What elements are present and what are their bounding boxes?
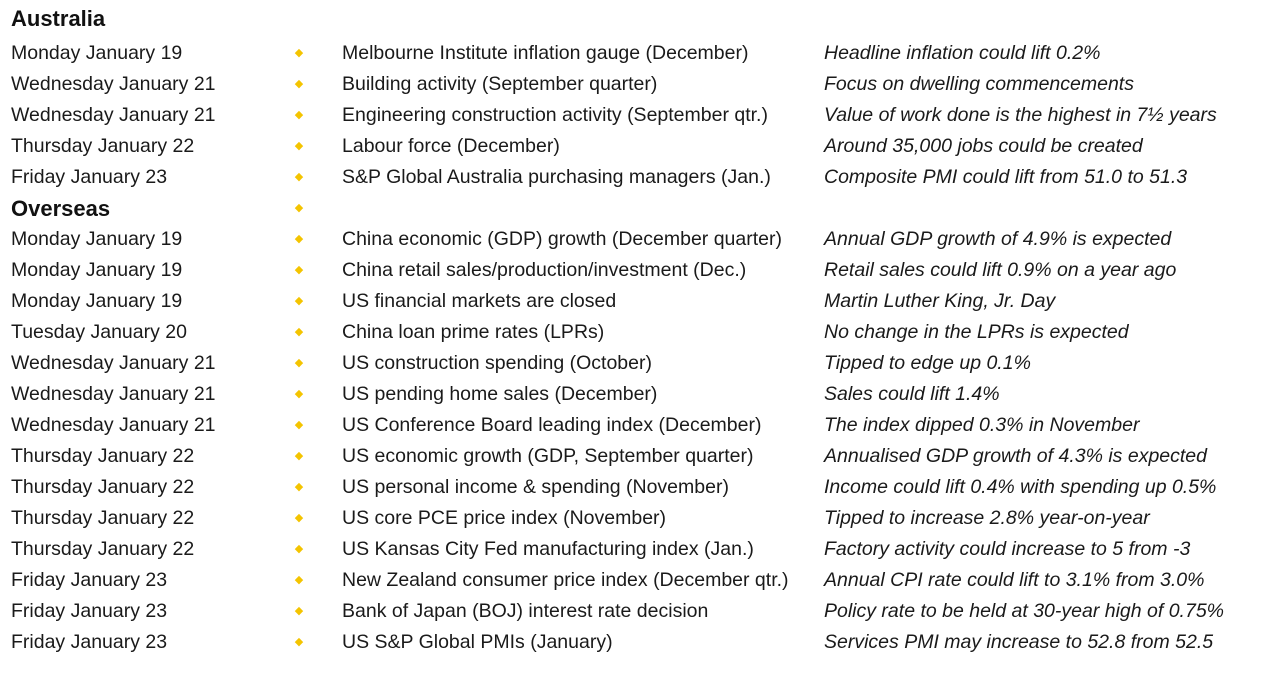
release-date: Wednesday January 21 (11, 352, 216, 374)
release-comment: Factory activity could increase to 5 from -3 (824, 538, 1191, 560)
release-comment: Focus on dwelling commencements (824, 73, 1134, 95)
diamond-bullet-icon: ◆ (294, 605, 304, 617)
release-event: Building activity (September quarter) (342, 73, 658, 95)
release-comment: Tipped to increase 2.8% year-on-year (824, 507, 1150, 529)
release-event: US S&P Global PMIs (January) (342, 631, 613, 653)
release-event: China economic (GDP) growth (December quarter) (342, 228, 782, 250)
release-event: US Conference Board leading index (December) (342, 414, 762, 436)
release-event: US personal income & spending (November) (342, 476, 729, 498)
release-comment: Services PMI may increase to 52.8 from 52.5 (824, 631, 1214, 653)
release-date: Wednesday January 21 (11, 383, 216, 405)
release-date: Thursday January 22 (11, 476, 195, 498)
diamond-bullet-icon: ◆ (294, 357, 304, 369)
release-date: Friday January 23 (11, 569, 168, 591)
release-comment: Income could lift 0.4% with spending up 0.5% (824, 476, 1217, 498)
release-date: Monday January 19 (11, 290, 183, 312)
release-comment: Policy rate to be held at 30-year high of 0.75% (824, 600, 1224, 622)
calendar-row (0, 503, 1270, 534)
release-comment: Tipped to edge up 0.1% (824, 352, 1031, 374)
diamond-bullet-icon: ◆ (294, 388, 304, 400)
calendar-row (0, 379, 1270, 410)
calendar-row (0, 410, 1270, 441)
release-date: Monday January 19 (11, 228, 183, 250)
diamond-bullet-icon: ◆ (294, 419, 304, 431)
calendar-row (0, 131, 1270, 162)
diamond-bullet-icon: ◆ (294, 295, 304, 307)
section-heading-overseas (0, 193, 1270, 224)
calendar-row (0, 472, 1270, 503)
release-date: Thursday January 22 (11, 538, 195, 560)
release-event: China loan prime rates (LPRs) (342, 321, 605, 343)
calendar-row (0, 100, 1270, 131)
section-title: Overseas (11, 196, 111, 221)
calendar-row (0, 69, 1270, 100)
calendar-row (0, 286, 1270, 317)
diamond-bullet-icon: ◆ (294, 78, 304, 90)
calendar-row (0, 255, 1270, 286)
release-event: US construction spending (October) (342, 352, 652, 374)
release-event: Engineering construction activity (September qtr.) (342, 104, 768, 126)
release-date: Friday January 23 (11, 600, 168, 622)
diamond-bullet-icon: ◆ (294, 636, 304, 648)
release-event: US economic growth (GDP, September quarter) (342, 445, 754, 467)
release-comment: Sales could lift 1.4% (824, 383, 1000, 405)
release-comment: Headline inflation could lift 0.2% (824, 42, 1101, 64)
diamond-bullet-icon: ◆ (294, 109, 304, 121)
diamond-bullet-icon: ◆ (294, 543, 304, 555)
release-event: US pending home sales (December) (342, 383, 658, 405)
diamond-bullet-icon: ◆ (294, 140, 304, 152)
diamond-bullet-icon: ◆ (294, 326, 304, 338)
release-comment: Martin Luther King, Jr. Day (824, 290, 1056, 312)
calendar-row (0, 534, 1270, 565)
calendar-row (0, 627, 1270, 658)
calendar-row (0, 565, 1270, 596)
calendar-row (0, 38, 1270, 69)
diamond-bullet-icon: ◆ (294, 574, 304, 586)
release-date: Friday January 23 (11, 631, 168, 653)
release-comment: Around 35,000 jobs could be created (824, 135, 1143, 157)
diamond-bullet-icon: ◆ (294, 512, 304, 524)
calendar-row (0, 596, 1270, 627)
release-event: US financial markets are closed (342, 290, 617, 312)
calendar-row (0, 317, 1270, 348)
calendar-row (0, 348, 1270, 379)
release-event: Labour force (December) (342, 135, 560, 157)
release-comment: Annual CPI rate could lift to 3.1% from 3.0% (824, 569, 1205, 591)
release-date: Tuesday January 20 (11, 321, 187, 343)
release-date: Monday January 19 (11, 42, 183, 64)
release-event: S&P Global Australia purchasing managers (Jan.) (342, 166, 771, 188)
calendar-row (0, 224, 1270, 255)
release-comment: Composite PMI could lift from 51.0 to 51.3 (824, 166, 1188, 188)
diamond-bullet-icon: ◆ (294, 450, 304, 462)
section-title: Australia (11, 6, 106, 31)
release-event: Bank of Japan (BOJ) interest rate decision (342, 600, 709, 622)
release-event: US core PCE price index (November) (342, 507, 667, 529)
release-comment: Retail sales could lift 0.9% on a year ago (824, 259, 1177, 281)
release-date: Wednesday January 21 (11, 73, 216, 95)
diamond-bullet-icon: ◆ (294, 202, 304, 214)
release-date: Thursday January 22 (11, 507, 195, 529)
release-comment: Annual GDP growth of 4.9% is expected (824, 228, 1172, 250)
release-date: Wednesday January 21 (11, 414, 216, 436)
release-event: Melbourne Institute inflation gauge (December) (342, 42, 749, 64)
diamond-bullet-icon: ◆ (294, 171, 304, 183)
diamond-bullet-icon: ◆ (294, 264, 304, 276)
release-date: Wednesday January 21 (11, 104, 216, 126)
release-date: Thursday January 22 (11, 135, 195, 157)
release-date: Thursday January 22 (11, 445, 195, 467)
diamond-bullet-icon: ◆ (294, 481, 304, 493)
calendar-row (0, 162, 1270, 193)
release-comment: Annualised GDP growth of 4.3% is expected (824, 445, 1207, 467)
diamond-bullet-icon: ◆ (294, 233, 304, 245)
release-event: New Zealand consumer price index (December qtr.) (342, 569, 789, 591)
release-date: Friday January 23 (11, 166, 168, 188)
release-event: China retail sales/production/investment (Dec.) (342, 259, 747, 281)
release-date: Monday January 19 (11, 259, 183, 281)
release-comment: No change in the LPRs is expected (824, 321, 1129, 343)
diamond-bullet-icon: ◆ (294, 47, 304, 59)
section-heading-australia (0, 3, 1270, 34)
calendar-row (0, 441, 1270, 472)
release-comment: Value of work done is the highest in 7½ years (824, 104, 1217, 126)
release-event: US Kansas City Fed manufacturing index (Jan.) (342, 538, 754, 560)
release-comment: The index dipped 0.3% in November (824, 414, 1140, 436)
